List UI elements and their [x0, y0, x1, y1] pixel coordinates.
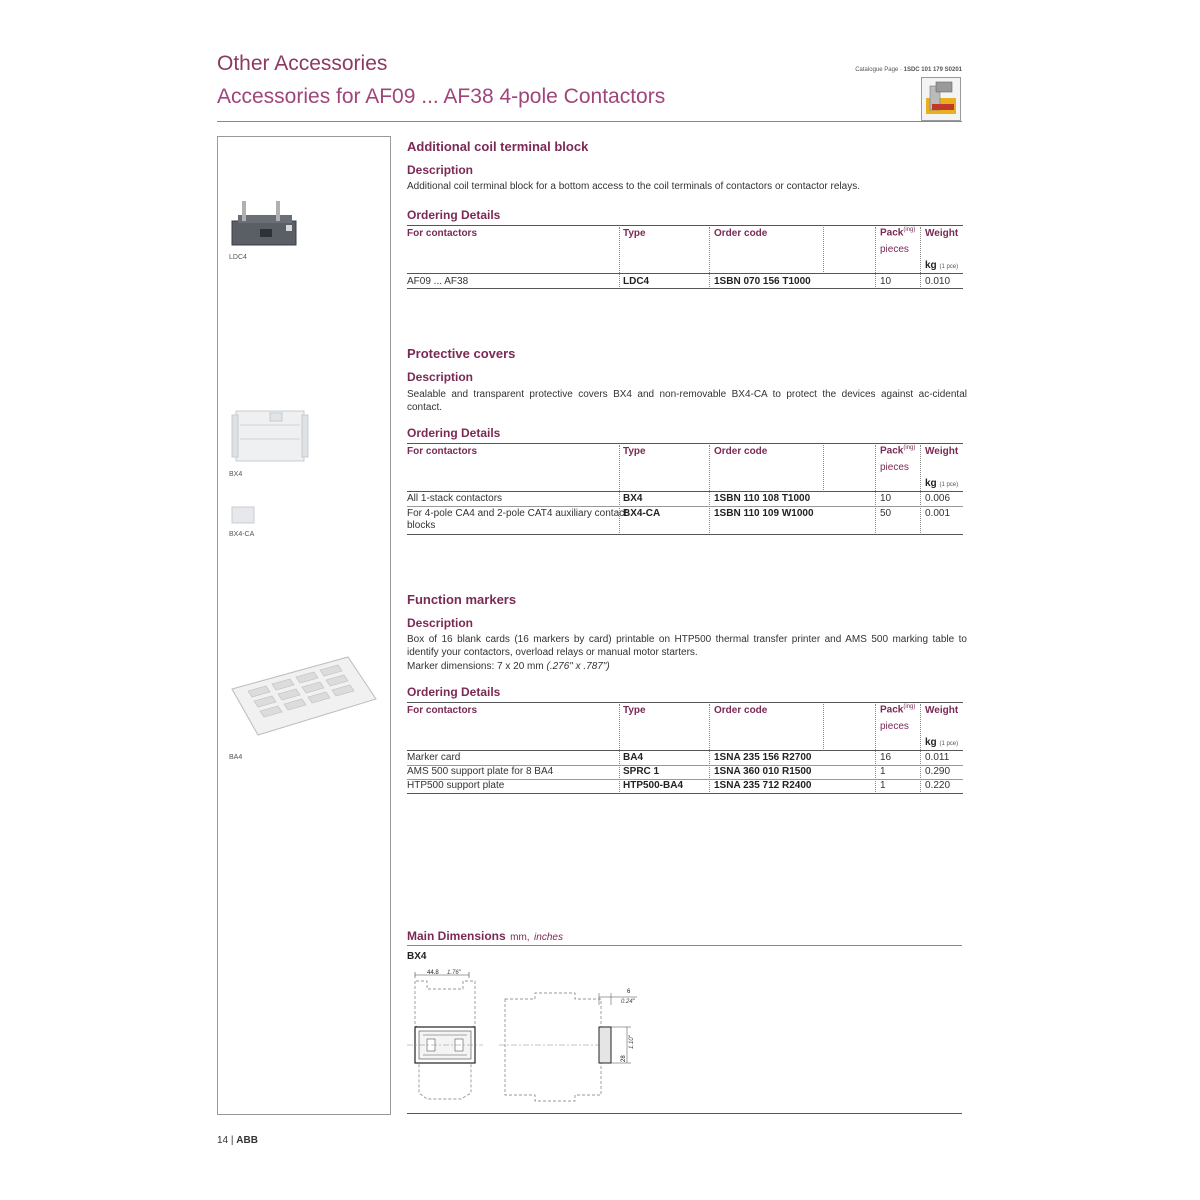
catalogue-code: 1SDC 101 179 S0201 — [903, 67, 962, 73]
catalogue-label: Catalogue Page — [855, 67, 899, 73]
table-cell-weight: 0.290 — [925, 766, 951, 777]
ordering-heading: Ordering Details — [407, 685, 501, 699]
table-cell-pack: 50 — [880, 508, 892, 519]
page-number: 14 — [217, 1135, 229, 1146]
table-cell-weight: 0.006 — [925, 493, 951, 504]
bx4ca-image — [230, 505, 256, 530]
page-subtitle: Accessories for AF09 ... AF38 4-pole Contactors — [217, 85, 666, 108]
section-title-coil-terminal: Additional coil terminal block — [407, 139, 589, 154]
description-heading: Description — [407, 370, 474, 384]
table-cell-for: For 4-pole CA4 and 2-pole CAT4 auxiliary contact — [407, 508, 627, 519]
depth-mm-label: 6 — [627, 989, 631, 995]
header-type: Type — [623, 446, 646, 457]
pack-label: Pack — [880, 227, 904, 239]
table-cell-pack: 16 — [880, 752, 892, 763]
dimensions-units: mm, — [510, 932, 530, 943]
table-cell-pack: 1 — [880, 766, 886, 777]
header-divider — [217, 121, 962, 122]
pack-sup: (ing) — [903, 227, 916, 233]
ldc4-image — [230, 199, 300, 256]
table-cell-code: 1SNA 360 010 R1500 — [714, 766, 812, 777]
description-text: Sealable and transparent protective covers BX4 and non-removable BX4-CA to protect the devices against ac-cidental contact. — [407, 389, 967, 413]
table-rule — [407, 288, 963, 289]
bx4ca-label: BX4-CA — [229, 531, 255, 538]
pack-label: Pack — [880, 704, 904, 716]
pack-sup: (ing) — [903, 704, 916, 710]
table-rule — [407, 273, 963, 274]
table-cell-pack: 10 — [880, 276, 892, 287]
header-pack — [880, 227, 915, 238]
kg-label: kg — [925, 478, 937, 489]
kg-label: kg — [925, 260, 937, 271]
table-cell-code: 1SNA 235 156 R2700 — [714, 752, 812, 763]
table-cell-for: Marker card — [407, 752, 461, 763]
header-kg — [925, 737, 958, 748]
description-heading: Description — [407, 616, 474, 630]
header-order-code: Order code — [714, 228, 768, 239]
header-type: Type — [623, 705, 646, 716]
bottom-divider — [407, 1113, 962, 1114]
table-rule — [407, 443, 963, 444]
header-pieces: pieces — [880, 462, 909, 473]
pack-label: Pack — [880, 445, 904, 457]
product-image-sidebar — [217, 136, 391, 1115]
ordering-table-function-markers — [407, 702, 963, 794]
header-for-contactors: For contactors — [407, 446, 478, 457]
table-cell-code: 1SBN 070 156 T1000 — [714, 276, 811, 287]
ordering-heading: Ordering Details — [407, 426, 501, 440]
table-cell-weight: 0.010 — [925, 276, 951, 287]
page-footer: 14 | ABB — [217, 1135, 258, 1146]
description-text: Box of 16 blank cards (16 markers by card) printable on HTP500 thermal transfer printer and AMS 500 marking table to identify your contactors, overload relays or manual motor starters. — [407, 634, 967, 658]
table-cell-code: 1SBN 110 109 W1000 — [714, 508, 814, 519]
height-mm-label: 28 — [621, 1055, 627, 1062]
bx4-image — [230, 405, 310, 472]
section-title-function-markers: Function markers — [407, 592, 517, 607]
dimensions-model: BX4 — [407, 951, 427, 962]
brand-name: ABB — [236, 1135, 258, 1146]
table-cell-code: 1SNA 235 712 R2400 — [714, 780, 812, 791]
header-weight: Weight — [925, 705, 959, 716]
header-for-contactors: For contactors — [407, 228, 478, 239]
depth-in-label: 0.24" — [621, 999, 635, 1005]
table-rule — [407, 702, 963, 703]
table-cell-for-cont: blocks — [407, 520, 436, 531]
description-heading: Description — [407, 163, 474, 177]
ba4-image — [228, 655, 378, 742]
header-kg — [925, 260, 958, 271]
bx4-label: BX4 — [229, 471, 243, 478]
table-cell-for: HTP500 support plate — [407, 780, 505, 791]
ldc4-label: LDC4 — [229, 254, 247, 261]
table-rule — [407, 491, 963, 492]
table-cell-type: BA4 — [623, 752, 644, 763]
kg-note: (1 pce) — [939, 482, 959, 488]
header-weight: Weight — [925, 228, 959, 239]
dimensions-divider — [407, 945, 962, 946]
width-in-label: 1.76" — [447, 970, 461, 976]
table-cell-pack: 10 — [880, 493, 892, 504]
table-row-rule — [407, 506, 963, 507]
header-pieces: pieces — [880, 244, 909, 255]
ba4-label: BA4 — [229, 754, 243, 761]
bx4-dimension-drawing — [405, 965, 645, 1111]
table-cell-type: SPRC 1 — [623, 766, 660, 777]
pack-sup: (ing) — [903, 445, 916, 451]
header-pack — [880, 704, 915, 715]
catalogue-reference: Catalogue Page · 1SDC 101 179 S0201 — [855, 67, 962, 73]
main-dimensions-heading — [407, 927, 563, 945]
table-cell-type: BX4 — [623, 493, 643, 504]
table-cell-for: AF09 ... AF38 — [407, 276, 469, 287]
ordering-table-protective-covers — [407, 443, 963, 535]
header-for-contactors: For contactors — [407, 705, 478, 716]
table-cell-weight: 0.011 — [925, 752, 950, 763]
kg-note: (1 pce) — [939, 264, 959, 270]
kg-label: kg — [925, 737, 937, 748]
table-cell-for: AMS 500 support plate for 8 BA4 — [407, 766, 554, 777]
marker-dimensions-inches: (.276" x .787") — [546, 661, 610, 672]
table-rule — [407, 793, 963, 794]
table-cell-code: 1SBN 110 108 T1000 — [714, 493, 811, 504]
header-weight: Weight — [925, 446, 959, 457]
table-cell-weight: 0.001 — [925, 508, 951, 519]
width-mm-label: 44.8 — [427, 970, 439, 976]
height-in-label: 1.10" — [629, 1035, 635, 1049]
header-type: Type — [623, 228, 646, 239]
table-cell-type: HTP500-BA4 — [623, 780, 684, 791]
table-cell-for: All 1-stack contactors — [407, 493, 503, 504]
table-rule — [407, 750, 963, 751]
page-title: Other Accessories — [217, 52, 388, 75]
table-rule — [407, 534, 963, 535]
table-cell-type: LDC4 — [623, 276, 650, 287]
header-kg — [925, 478, 958, 489]
marker-dimensions: Marker dimensions: 7 x 20 mm — [407, 661, 544, 672]
table-cell-weight: 0.220 — [925, 780, 951, 791]
header-order-code: Order code — [714, 446, 768, 457]
dimensions-title: Main Dimensions — [407, 929, 506, 943]
description-dimensions — [407, 660, 967, 673]
kg-note: (1 pce) — [939, 741, 959, 747]
header-pieces: pieces — [880, 721, 909, 732]
ordering-table-coil-terminal — [407, 225, 963, 289]
ordering-heading: Ordering Details — [407, 208, 501, 222]
dimensions-units-inches: inches — [534, 932, 563, 943]
header-pack — [880, 445, 915, 456]
description-text: Additional coil terminal block for a bottom access to the coil terminals of contactors or contactor relays. — [407, 181, 860, 192]
table-cell-type: BX4-CA — [623, 508, 661, 519]
header-order-code: Order code — [714, 705, 768, 716]
table-rule — [407, 225, 963, 226]
catalogue-icon — [921, 77, 961, 121]
table-cell-pack: 1 — [880, 780, 886, 791]
section-title-protective-covers: Protective covers — [407, 346, 516, 361]
